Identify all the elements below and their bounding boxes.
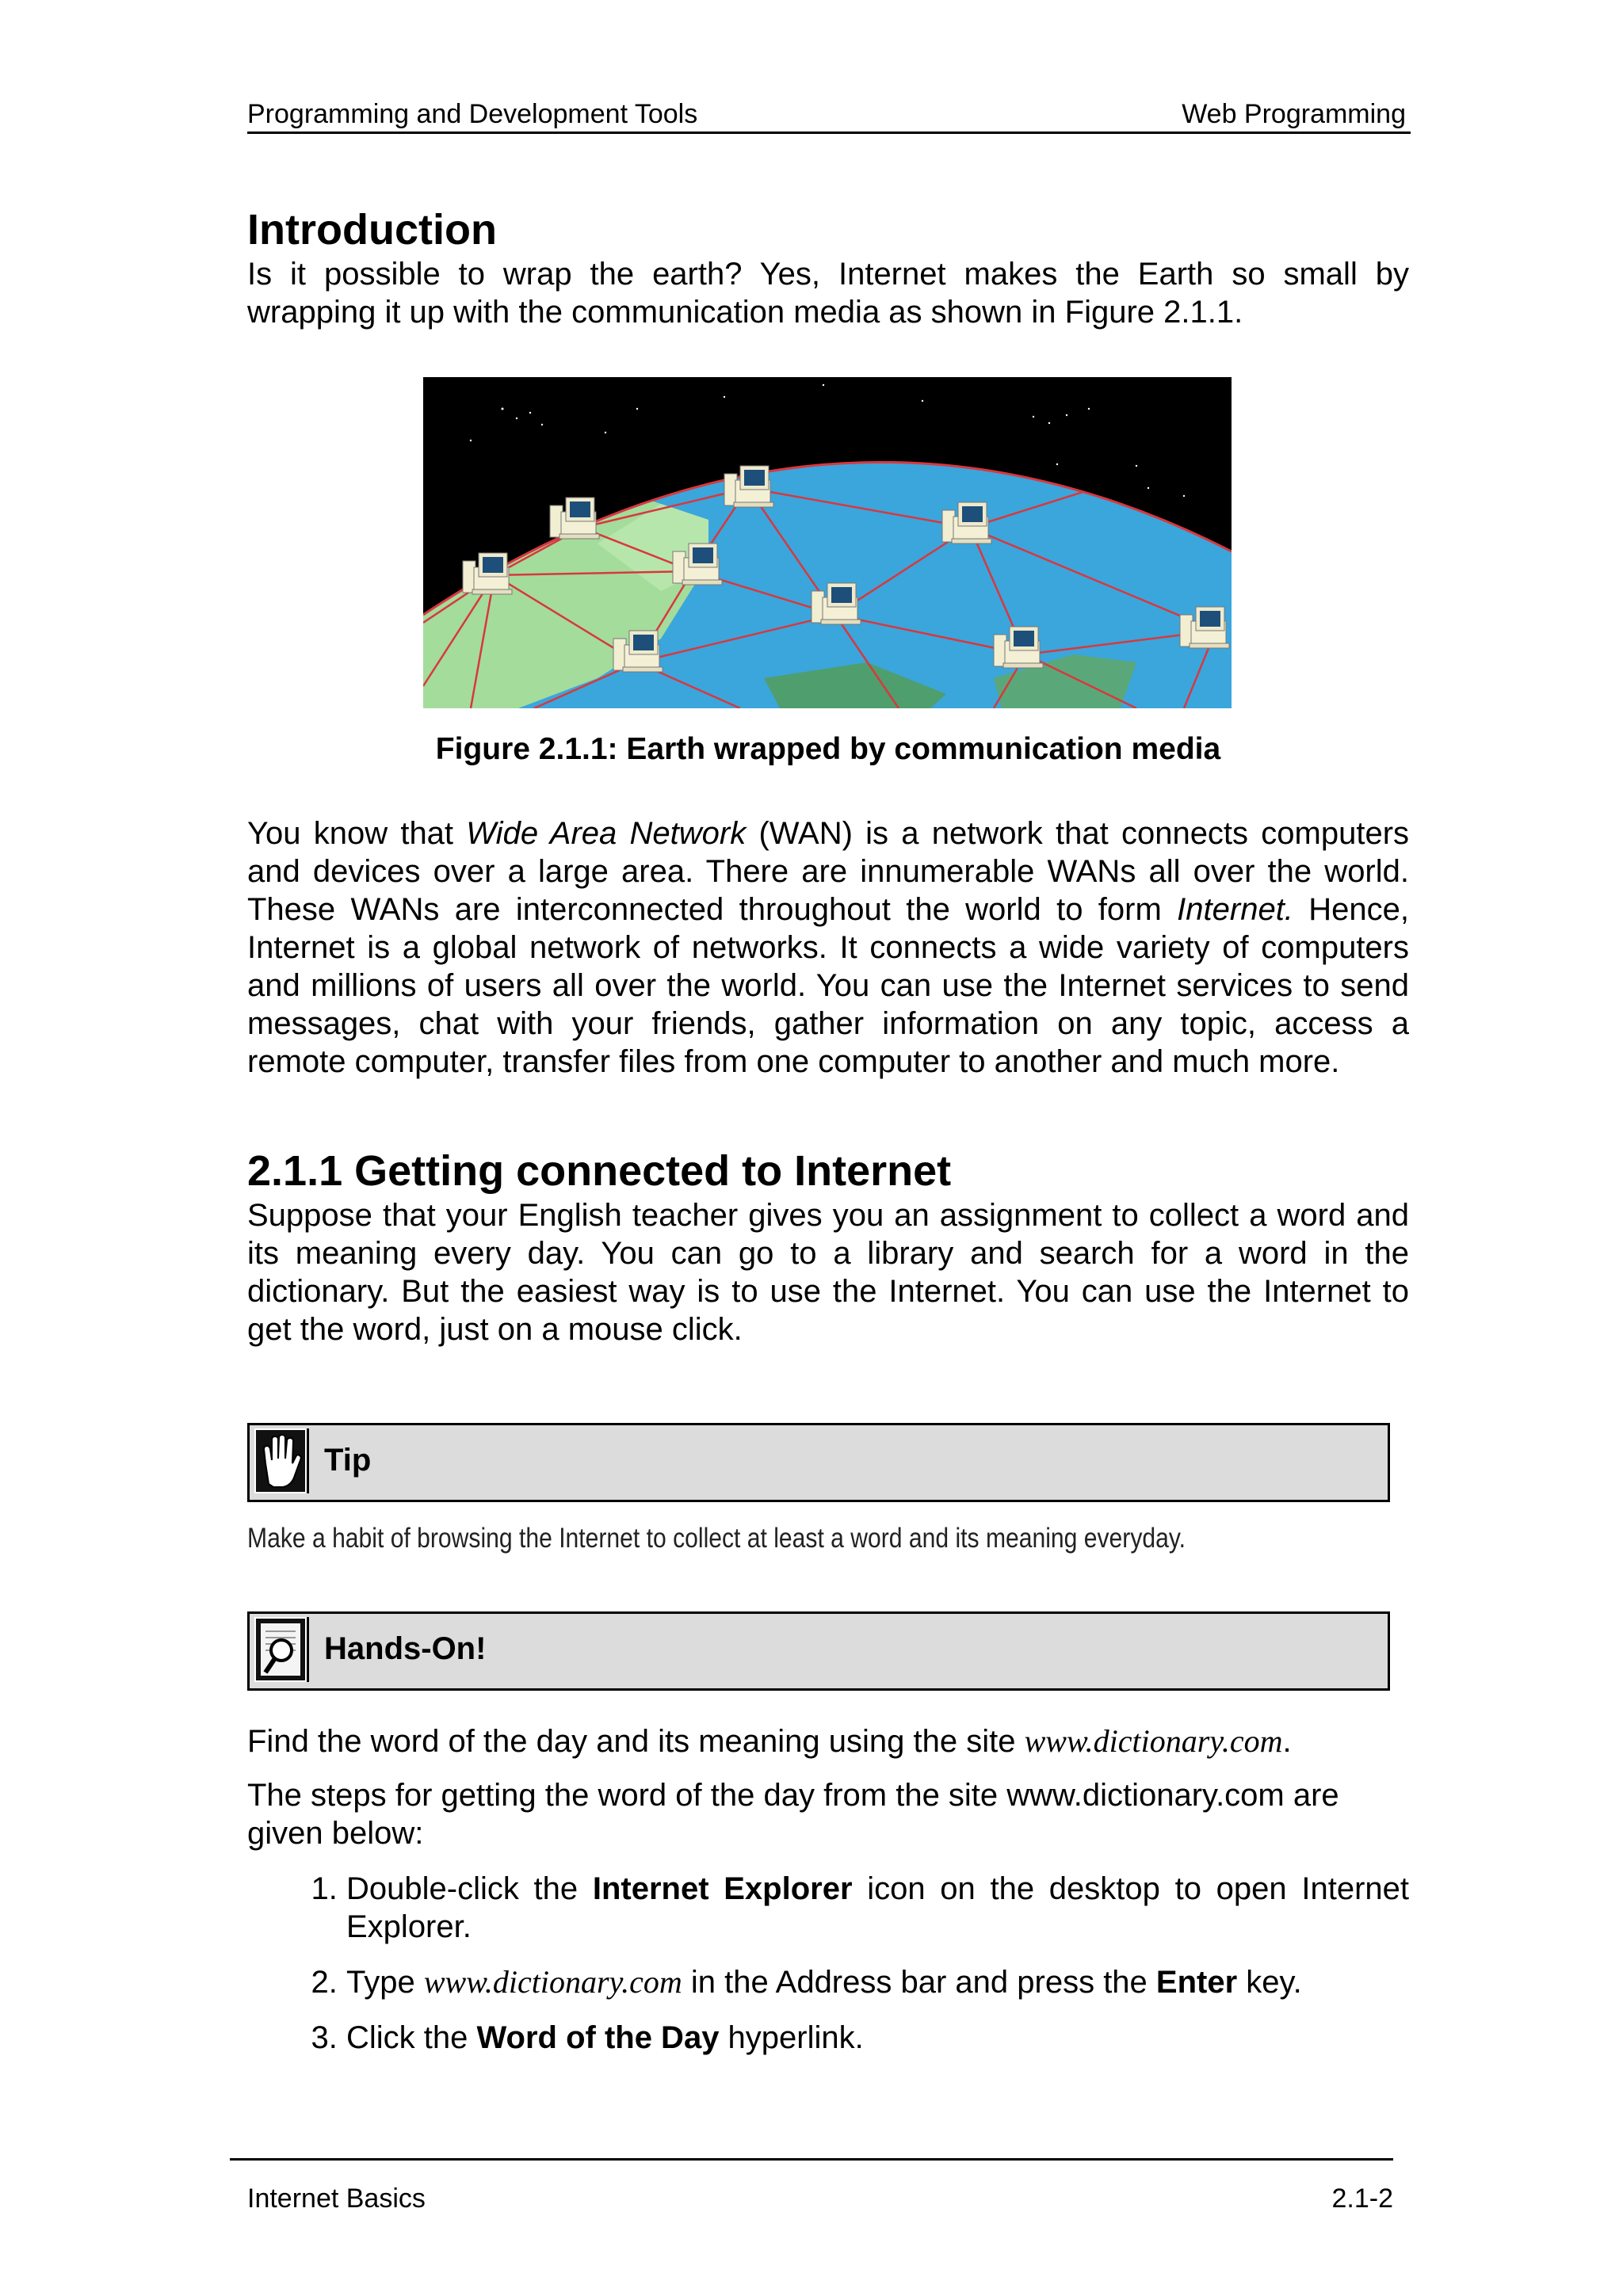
site-name: www.dictionary.com bbox=[423, 1964, 682, 2000]
section-paragraph: Suppose that your English teacher gives you an assignment to collect a word and its meaning every day. You can go to a library and search for a word in the dictionary. But the easiest way is to use the Internet. You can use the Internet to get the word, just on a mouse click. bbox=[247, 1198, 1409, 1347]
hand-icon bbox=[254, 1428, 309, 1493]
step-text: Type bbox=[346, 1965, 424, 2000]
figure-container bbox=[247, 377, 1409, 710]
tip-box bbox=[247, 1423, 1390, 1502]
earth-network-figure bbox=[423, 377, 1232, 708]
main-content bbox=[247, 204, 1409, 2074]
introduction-heading: Introduction bbox=[247, 206, 497, 254]
footer-left-text: Internet Basics bbox=[247, 2183, 426, 2214]
wan-term: Wide Area Network bbox=[466, 816, 747, 851]
step-text: icon on the desktop to open Internet Explorer. bbox=[346, 1871, 1409, 1944]
list-item bbox=[346, 1870, 1409, 1946]
wan-text-3: Hence, Internet is a global network of networks. It connects a wide variety of computers and millions of users all over the world. You can use the Internet services to send messages, chat with your friends, gather information on any topic, access a remote computer, transfer files from one computer to another and much more. bbox=[247, 892, 1410, 1079]
header-right-text: Web Programming bbox=[1182, 99, 1406, 129]
step-text: key. bbox=[1237, 1965, 1302, 2000]
wan-text-1: You know that bbox=[247, 816, 467, 851]
hands-on-period: . bbox=[1282, 1724, 1292, 1759]
running-header bbox=[247, 100, 1411, 134]
steps-intro: The steps for getting the word of the day from the site www.dictionary.com are given below: bbox=[247, 1778, 1339, 1851]
section-heading: 2.1.1 Getting connected to Internet bbox=[247, 1147, 952, 1195]
running-footer bbox=[230, 2158, 1393, 2214]
introduction-paragraph: Is it possible to wrap the earth? Yes, Internet makes the Earth so small by wrapping it up with the communication media as shown in Figure 2.1.1. bbox=[247, 257, 1409, 330]
hands-on-box bbox=[247, 1611, 1390, 1691]
step-text: hyperlink. bbox=[719, 2020, 864, 2055]
tip-text: Make a habit of browsing the Internet to collect at least a word and its meaning everyday. bbox=[247, 1523, 1186, 1554]
tip-label: Tip bbox=[324, 1443, 372, 1478]
list-item bbox=[346, 2019, 1409, 2057]
steps-list bbox=[247, 1870, 1409, 2057]
wan-paragraph bbox=[247, 814, 1409, 1081]
hands-on-label: Hands-On! bbox=[324, 1631, 487, 1666]
header-left-text: Programming and Development Tools bbox=[247, 99, 698, 129]
list-item bbox=[346, 1963, 1409, 2001]
site-name: www.dictionary.com bbox=[1024, 1723, 1283, 1759]
internet-term: Internet. bbox=[1177, 892, 1293, 927]
wan-text-2: (WAN) is a network that connects computers and devices over a large area. There are innumerable WANs all over the world. These WANs are interconnected throughout the world to form bbox=[247, 816, 1410, 927]
page-number: 2.1-2 bbox=[1331, 2183, 1393, 2214]
step-text: Double-click the bbox=[346, 1871, 593, 1906]
step-bold: Internet Explorer bbox=[592, 1871, 853, 1906]
step-bold: Enter bbox=[1155, 1965, 1238, 2000]
magnifier-icon bbox=[254, 1617, 309, 1682]
hands-on-text: Find the word of the day and its meaning using the site bbox=[247, 1724, 1025, 1759]
figure-caption: Figure 2.1.1: Earth wrapped by communication media bbox=[435, 732, 1221, 766]
step-text: Click the bbox=[346, 2020, 477, 2055]
step-bold: Word of the Day bbox=[476, 2020, 720, 2055]
hands-on-instruction bbox=[247, 1722, 1409, 1760]
step-text: in the Address bar and press the bbox=[682, 1965, 1156, 2000]
